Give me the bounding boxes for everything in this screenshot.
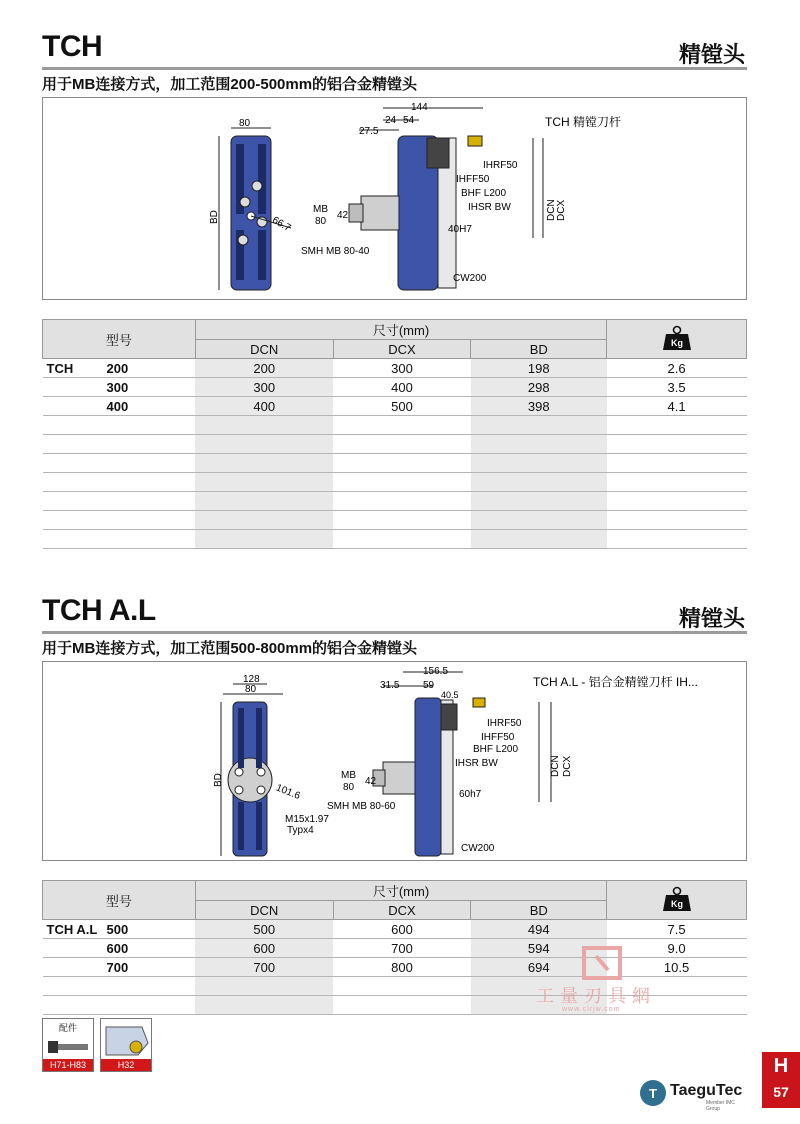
- section1-diagram: [42, 97, 747, 300]
- dim-bd: BD: [213, 773, 224, 787]
- col-bd: BD: [471, 340, 607, 359]
- dim-59: 59: [423, 680, 435, 691]
- watermark-text: 工量刃具網: [536, 986, 656, 1006]
- watermark-url: www.clrjw.com: [562, 1006, 621, 1013]
- label-ihff: IHFF50: [481, 732, 515, 743]
- section2-title: TCH A.L: [42, 594, 156, 627]
- dim-mb-80: 80: [315, 216, 327, 227]
- dim-42: 42: [365, 776, 377, 787]
- section1-spec-table: [42, 319, 747, 549]
- model-header: 型号: [43, 881, 196, 920]
- accessory-tag-2: H32: [101, 1059, 151, 1071]
- svg-text:Kg: Kg: [670, 337, 683, 348]
- dim-80: 80: [245, 684, 257, 695]
- col-bd: BD: [471, 901, 607, 920]
- tch-al-front-view: [221, 684, 283, 856]
- accessory-tag-1: H71-H83: [43, 1059, 93, 1071]
- page-tab: [762, 1052, 800, 1108]
- table-row: 700 700 800 694 10.5: [43, 958, 747, 977]
- dim-128: 128: [243, 674, 260, 685]
- watermark-logo-icon: [582, 946, 622, 980]
- table-row-empty: [43, 492, 747, 511]
- screw-icon: [44, 1033, 94, 1059]
- label-h7: 40H7: [448, 224, 472, 235]
- diagram-caption: TCH 精镗刀杆: [545, 115, 621, 129]
- dim-144: 144: [411, 102, 428, 113]
- label-cw: CW200: [461, 843, 495, 854]
- label-ihsr: IHSR BW: [455, 758, 498, 769]
- table-row-empty: [43, 473, 747, 492]
- tch-front-view: [219, 128, 291, 290]
- section2-diagram: [42, 661, 747, 861]
- dim-bd: BD: [209, 210, 220, 224]
- table-row: 600 600 700 594 9.0: [43, 939, 747, 958]
- weight-icon: [662, 886, 692, 912]
- dim-mb-80: 80: [343, 782, 355, 793]
- svg-text:Kg: Kg: [670, 898, 683, 909]
- section2-title-right: 精镗头: [678, 606, 745, 631]
- section2-divider: [42, 631, 747, 634]
- dim-mb: MB: [341, 770, 356, 781]
- page-tab-letter: H: [773, 1055, 789, 1077]
- label-m15: M15x1.97: [285, 814, 329, 825]
- table-row-empty: [43, 511, 747, 530]
- accessory-label: 配件: [58, 1023, 77, 1033]
- table-row: 300 300 400 298 3.5: [43, 378, 747, 397]
- label-cw: CW200: [453, 273, 487, 284]
- dim-66-7: 66.7: [270, 214, 293, 235]
- dim-156-5: 156.5: [423, 666, 449, 677]
- svg-text:T: T: [649, 1086, 657, 1101]
- weight-icon: [662, 325, 692, 351]
- label-bhf: BHF L200: [461, 188, 507, 199]
- brand-sub: Member IMC Group: [706, 1100, 735, 1112]
- section1-divider: [42, 67, 747, 70]
- label-typx: Typx4: [287, 825, 314, 836]
- table-row: TCH 200 200 300 198 2.6: [43, 359, 747, 378]
- label-dcn: DCN: [546, 199, 557, 221]
- weight-header: [607, 320, 747, 359]
- diagram-caption: TCH A.L - 铝合金精镗刀杆 IH...: [533, 675, 698, 689]
- dim-27-5: 27.5: [359, 126, 379, 137]
- dim-54: 54: [403, 115, 415, 126]
- dims-header: 尺寸(mm): [195, 320, 606, 340]
- label-bhf: BHF L200: [473, 744, 519, 755]
- col-dcn: DCN: [195, 340, 333, 359]
- accessory-h71-h83[interactable]: [42, 1018, 94, 1072]
- label-ihrf: IHRF50: [483, 160, 518, 171]
- dim-mb: MB: [313, 204, 328, 215]
- col-dcx: DCX: [333, 901, 471, 920]
- label-dcn: DCN: [550, 755, 561, 777]
- table-row-empty: [43, 530, 747, 549]
- dim-42: 42: [337, 210, 349, 221]
- col-dcn: DCN: [195, 901, 333, 920]
- label-ihrf: IHRF50: [487, 718, 522, 729]
- label-ihff: IHFF50: [456, 174, 490, 185]
- col-dcx: DCX: [333, 340, 471, 359]
- dims-header: 尺寸(mm): [195, 881, 606, 901]
- label-ihsr: IHSR BW: [468, 202, 511, 213]
- label-dcx: DCX: [556, 199, 567, 221]
- watermark: [536, 946, 676, 1016]
- dim-101-6: 101.6: [274, 782, 302, 803]
- dim-40-5: 40.5: [441, 690, 459, 700]
- insert-icon: [102, 1021, 152, 1061]
- section2-subtitle: 用于MB连接方式，加工范围500-800mm的铝合金精镗头: [42, 640, 418, 657]
- taegutec-logo: [638, 1076, 750, 1112]
- label-h7: 60h7: [459, 789, 482, 800]
- dim-80: 80: [239, 118, 251, 129]
- section1-subtitle: 用于MB连接方式，加工范围200-500mm的铝合金精镗头: [42, 76, 418, 93]
- dim-24: 24: [385, 115, 397, 126]
- brand-name: TaeguTec: [670, 1082, 743, 1099]
- table-row: TCH A.L 500 500 600 494 7.5: [43, 920, 747, 939]
- label-smh: SMH MB 80-40: [301, 246, 370, 257]
- table-row-empty: [43, 416, 747, 435]
- page-number: 57: [773, 1084, 789, 1100]
- section1-title-right: 精镗头: [678, 42, 745, 67]
- model-header: 型号: [43, 320, 196, 359]
- table-row: 400 400 500 398 4.1: [43, 397, 747, 416]
- section1-title: TCH: [42, 30, 103, 63]
- label-dcx: DCX: [562, 755, 573, 777]
- taegutec-logo-icon: [638, 1078, 668, 1108]
- label-smh: SMH MB 80-60: [327, 801, 396, 812]
- table-row-empty: [43, 454, 747, 473]
- table-row-empty: [43, 435, 747, 454]
- weight-header: [607, 881, 747, 920]
- accessory-h32[interactable]: [100, 1018, 152, 1072]
- dim-31-5: 31.5: [380, 680, 400, 691]
